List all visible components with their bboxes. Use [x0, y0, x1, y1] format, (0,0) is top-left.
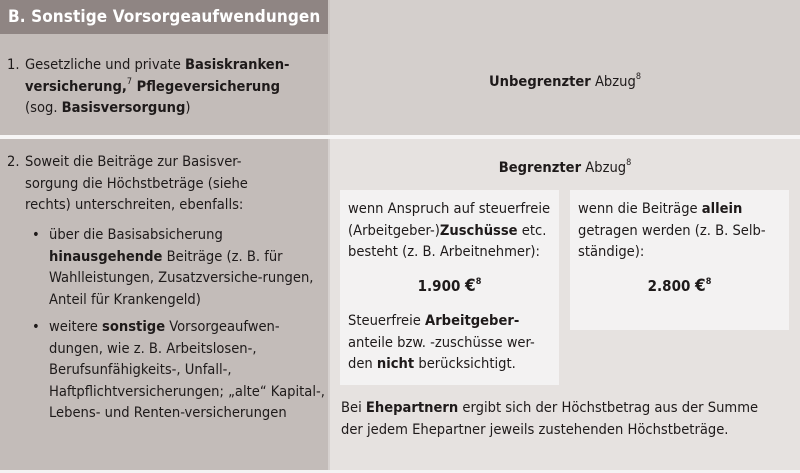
box-line: ständige):	[578, 243, 645, 260]
bold-term: Zuschüsse	[439, 221, 518, 239]
self-employed-max-amount	[578, 276, 781, 298]
item-2-intro	[25, 151, 325, 216]
footnote-marker: 8	[626, 158, 632, 169]
text-fragment: über die Basisabsicherung	[49, 226, 223, 243]
note-text: Bei	[341, 399, 366, 416]
box-line: wenn die Beiträge	[578, 200, 702, 217]
box-line: getragen werden (z. B. Selb-	[578, 221, 766, 239]
spouse-note	[341, 397, 791, 440]
item-1-text	[25, 54, 325, 119]
text-fragment: Vorsorgeaufwen-dungen, wie z. B. Arbeitslosen-, Berufsunfähigkeits-, Unfall-, Haftpflichtversicherungen; „alte“ Kapital-, Lebens- und Renten-versicherungen	[49, 318, 325, 421]
deduction-type: Begrenzter	[498, 159, 582, 176]
text-fragment: )	[185, 99, 191, 116]
box-line: etc.	[517, 221, 547, 239]
limited-deduction-label	[330, 157, 800, 179]
unlimited-deduction-label	[330, 71, 800, 93]
deduction-type: Unbegrenzter	[489, 73, 591, 90]
note-text: der jedem Ehepartner jeweils zustehenden Höchstbeträge.	[341, 420, 729, 438]
section-header	[0, 0, 328, 34]
intro-line: Soweit die Beiträge zur Basisver-	[25, 153, 242, 170]
euro-icon: €	[695, 275, 706, 296]
footnote-marker: 8	[475, 276, 482, 287]
item-2-bullet-list	[30, 224, 325, 430]
bold-term: Basisversorgung	[61, 99, 186, 116]
deduction-word: Abzug	[590, 73, 636, 90]
text-fragment: Gesetzliche und private	[25, 56, 186, 73]
box-line: wenn Anspruch auf steuerfreie	[348, 200, 551, 217]
amount-value: 2.800	[647, 276, 691, 295]
bold-term: allein	[701, 200, 743, 217]
box-line: (Arbeitgeber-)	[348, 221, 440, 239]
intro-line: rechts) unterschreiten, ebenfalls:	[25, 196, 244, 213]
bullet-item	[30, 316, 325, 424]
self-employed-limit-box	[570, 190, 789, 330]
bullet-dot-icon: •	[32, 226, 40, 243]
note-text: anteile bzw. -zuschüsse wer-	[348, 333, 535, 351]
bold-term: nicht	[376, 355, 415, 372]
deduction-word: Abzug	[581, 159, 627, 176]
header-right-cell	[330, 0, 800, 34]
item-number-2: 2.	[7, 153, 20, 170]
employee-max-amount	[348, 276, 551, 298]
bold-term: sonstige	[102, 318, 166, 335]
bold-term: Arbeitgeber-	[425, 312, 520, 329]
column-divider	[328, 0, 330, 135]
bold-term: Basiskranken-	[185, 56, 290, 73]
footnote-marker: 8	[635, 72, 641, 83]
bold-term: Ehepartnern	[365, 399, 459, 416]
footnote-marker: 8	[705, 276, 712, 287]
note-text: den	[348, 355, 377, 372]
employee-limit-box	[340, 190, 559, 385]
note-text: berücksichtigt.	[414, 355, 516, 372]
bold-term: Pflegeversicherung	[132, 77, 281, 95]
note-text: ergibt sich der Höchstbetrag aus der Summe	[458, 399, 759, 416]
text-fragment: Beiträge (z. B. für Wahlleistungen, Zusatzversiche-rungen, Anteil für Krankengeld)	[49, 247, 314, 308]
section-title: B. Sonstige Vorsorgeaufwendungen	[8, 7, 321, 27]
bold-term: versicherung,	[25, 77, 127, 95]
footnote-marker: 7	[126, 76, 133, 87]
item-number-1: 1.	[7, 56, 20, 73]
text-fragment: (sog.	[25, 99, 62, 116]
column-divider	[328, 139, 330, 473]
note-text: Steuerfreie	[348, 312, 426, 329]
bullet-item	[30, 224, 325, 310]
intro-line: sorgung die Höchstbeträge (siehe	[25, 174, 248, 192]
bullet-dot-icon: •	[32, 318, 40, 335]
bold-term: hinausgehende	[49, 247, 163, 265]
amount-value: 1.900	[417, 276, 461, 295]
box-line: besteht (z. B. Arbeitnehmer):	[348, 243, 540, 260]
euro-icon: €	[465, 275, 476, 296]
text-fragment: weitere	[49, 318, 103, 335]
